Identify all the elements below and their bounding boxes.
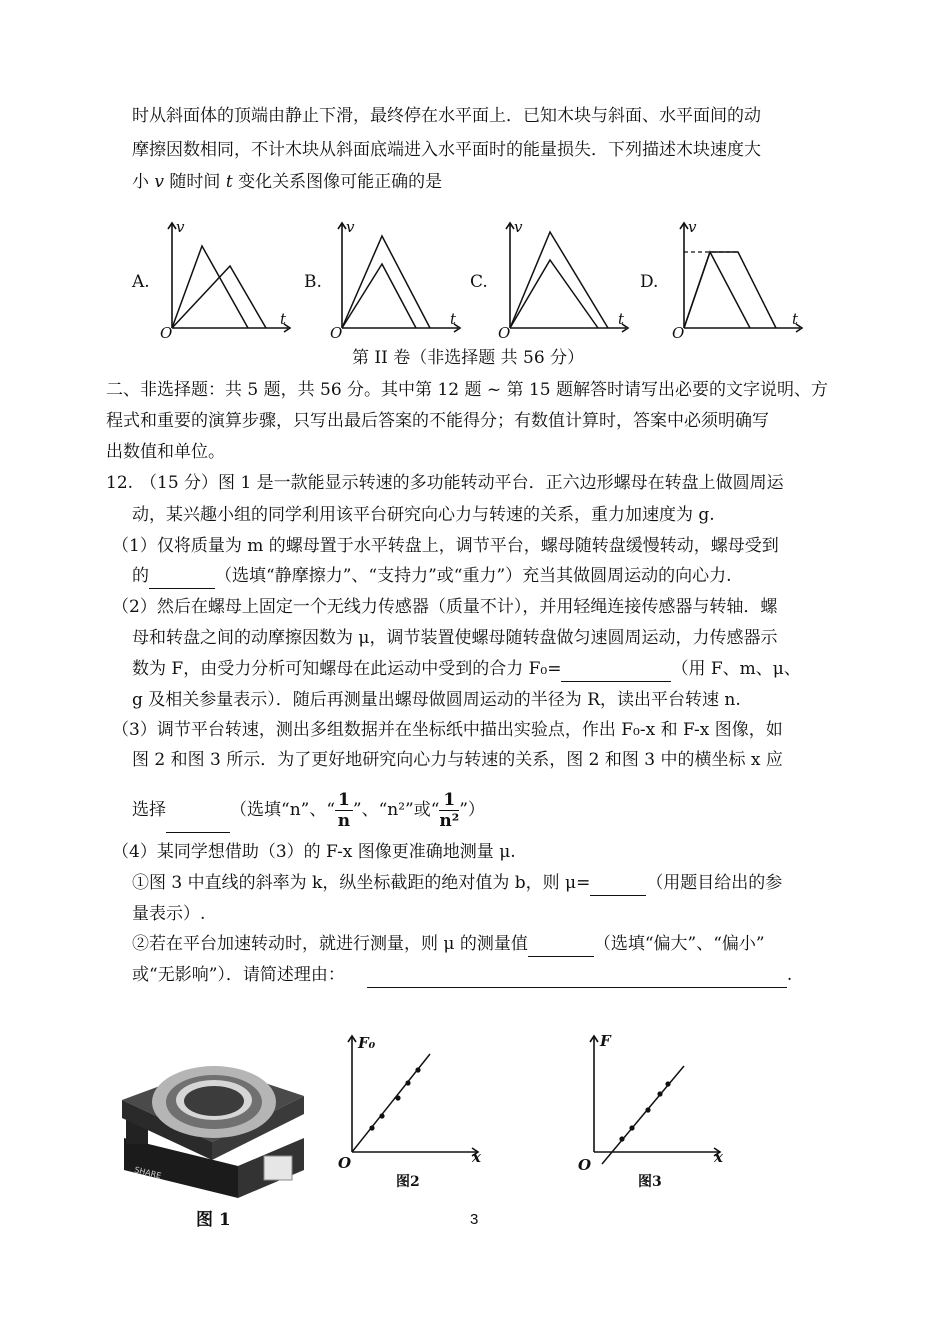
axis-t-label: t xyxy=(792,310,799,328)
origin-label: O xyxy=(330,324,343,342)
axis-v-label: v xyxy=(346,218,355,236)
option-a-label: A. xyxy=(132,272,150,292)
origin-label: O xyxy=(498,324,511,342)
answer-blank-reason[interactable] xyxy=(367,963,787,988)
answer-blank-3[interactable] xyxy=(166,788,230,833)
fig3-xaxis-label: x xyxy=(714,1148,723,1166)
figure-3-graph xyxy=(578,1032,728,1200)
fraction-one-over-n: $\frac{1}{n}$ xyxy=(335,790,353,831)
device-label: SHARE xyxy=(133,1165,163,1181)
fig2-caption: 图2 xyxy=(396,1174,420,1190)
turntable-photo xyxy=(118,1038,310,1202)
option-b-label: B. xyxy=(304,272,322,292)
axis-v-label: v xyxy=(514,218,523,236)
q12-number: 12. xyxy=(106,473,134,493)
fig3-caption: 图3 xyxy=(638,1174,662,1190)
option-d-label: D. xyxy=(640,272,659,292)
answer-blank-5[interactable] xyxy=(528,932,594,957)
section-heading: 第 II 卷（非选择题 共 56 分） xyxy=(352,348,585,368)
q12-part2-b: 母和转盘之间的动摩擦因数为 μ，调节装置使螺母随转盘做匀速圆周运动，力传感器示 xyxy=(132,628,778,648)
option-d-graph xyxy=(672,220,812,340)
fig2-xaxis-label: x xyxy=(472,1148,481,1166)
q12-part3-b: 图 2 和图 3 所示．为了更好地研究向心力与转速的关系，图 2 和图 3 中的横坐标 x 应 xyxy=(132,750,783,770)
q12-part1-a: （1）仅将质量为 m 的螺母置于水平转盘上，调节平台，螺母随转盘缓慢转动，螺母受到 xyxy=(112,536,779,556)
section-desc-2: 程式和重要的演算步骤，只写出最后答案的不能得分；有数值计算时，答案中必须明确写 xyxy=(106,411,769,431)
axis-v-label: v xyxy=(176,218,185,236)
fraction-one-over-n-squared: $\frac{1}{\text{n²}}$ xyxy=(439,790,460,831)
answer-blank-4[interactable] xyxy=(590,871,646,896)
q12-part4-d: ②若在平台加速转动时，就进行测量，则 μ 的测量值 （选填“偏大”、“偏小” xyxy=(132,932,765,957)
fig3-origin-label: O xyxy=(578,1156,592,1174)
fig1-caption: 图 1 xyxy=(196,1210,231,1230)
q12-part1-b: 的 （选填“静摩擦力”、“支持力”或“重力”）充当其做圆周运动的向心力. xyxy=(132,564,732,589)
option-c-graph xyxy=(498,220,638,340)
page-number: 3 xyxy=(470,1211,479,1228)
q12-intro-1: （15 分）图 1 是一款能显示转速的多功能转动平台．正六边形螺母在转盘上做圆周运 xyxy=(140,473,784,493)
fig2-origin-label: O xyxy=(338,1154,352,1172)
option-c-label: C. xyxy=(470,272,488,292)
figure-2-graph xyxy=(336,1032,486,1200)
q12-part4-e: 或“无影响”）．请简述理由： . xyxy=(132,963,792,988)
option-b-graph xyxy=(330,220,470,340)
q12-part4-a: （4）某同学想借助（3）的 F-x 图像更准确地测量 μ. xyxy=(112,842,516,862)
section-desc-3: 出数值和单位。 xyxy=(106,442,225,462)
q12-part2-d: g 及相关参量表示）．随后再测量出螺母做圆周运动的半径为 R，读出平台转速 n. xyxy=(132,690,741,710)
q12-part2-a: （2）然后在螺母上固定一个无线力传感器（质量不计），并用轻绳连接传感器与转轴．螺 xyxy=(112,597,778,617)
axis-t-label: t xyxy=(450,310,457,328)
answer-blank-1[interactable] xyxy=(149,564,215,589)
axis-v-label: v xyxy=(688,218,697,236)
q12-part3-c: 选择 （选填“n”、“ $\frac{1}{n}$ ”、“n²”或“ $\frac{1}{\text{n²}}$ ”） xyxy=(132,790,485,831)
axis-t-label: t xyxy=(280,310,287,328)
q12-part4-c: 量表示）. xyxy=(132,904,206,924)
answer-blank-2[interactable] xyxy=(561,657,671,682)
q12-part3-a: （3）调节平台转速，测出多组数据并在坐标纸中描出实验点，作出 F₀-x 和 F-x 图像，如 xyxy=(112,720,783,740)
origin-label: O xyxy=(160,324,173,342)
q12-part4-b: ①图 3 中直线的斜率为 k，纵坐标截距的绝对值为 b，则 μ= （用题目给出的参 xyxy=(132,871,782,896)
q11-line-2: 摩擦因数相同，不计木块从斜面底端进入水平面时的能量损失．下列描述木块速度大 xyxy=(132,140,761,160)
section-desc-1: 二、非选择题：共 5 题，共 56 分。其中第 12 题 ~ 第 15 题解答时请写出必要的文字说明、方 xyxy=(106,380,828,400)
fig3-yaxis-label: F xyxy=(600,1032,611,1050)
option-a-graph xyxy=(160,220,300,340)
q12-intro-2: 动，某兴趣小组的同学利用该平台研究向心力与转速的关系，重力加速度为 g. xyxy=(132,505,715,525)
q12-part2-c: 数为 F，由受力分析可知螺母在此运动中受到的合力 F₀= （用 F、m、μ、 xyxy=(132,657,801,682)
origin-label: O xyxy=(672,324,685,342)
axis-t-label: t xyxy=(618,310,625,328)
q11-line-3: 小 v 随时间 t 变化关系图像可能正确的是 xyxy=(132,172,443,192)
q11-line-1: 时从斜面体的顶端由静止下滑，最终停在水平面上．已知木块与斜面、水平面间的动 xyxy=(132,106,761,126)
fig2-yaxis-label: F₀ xyxy=(358,1034,376,1052)
